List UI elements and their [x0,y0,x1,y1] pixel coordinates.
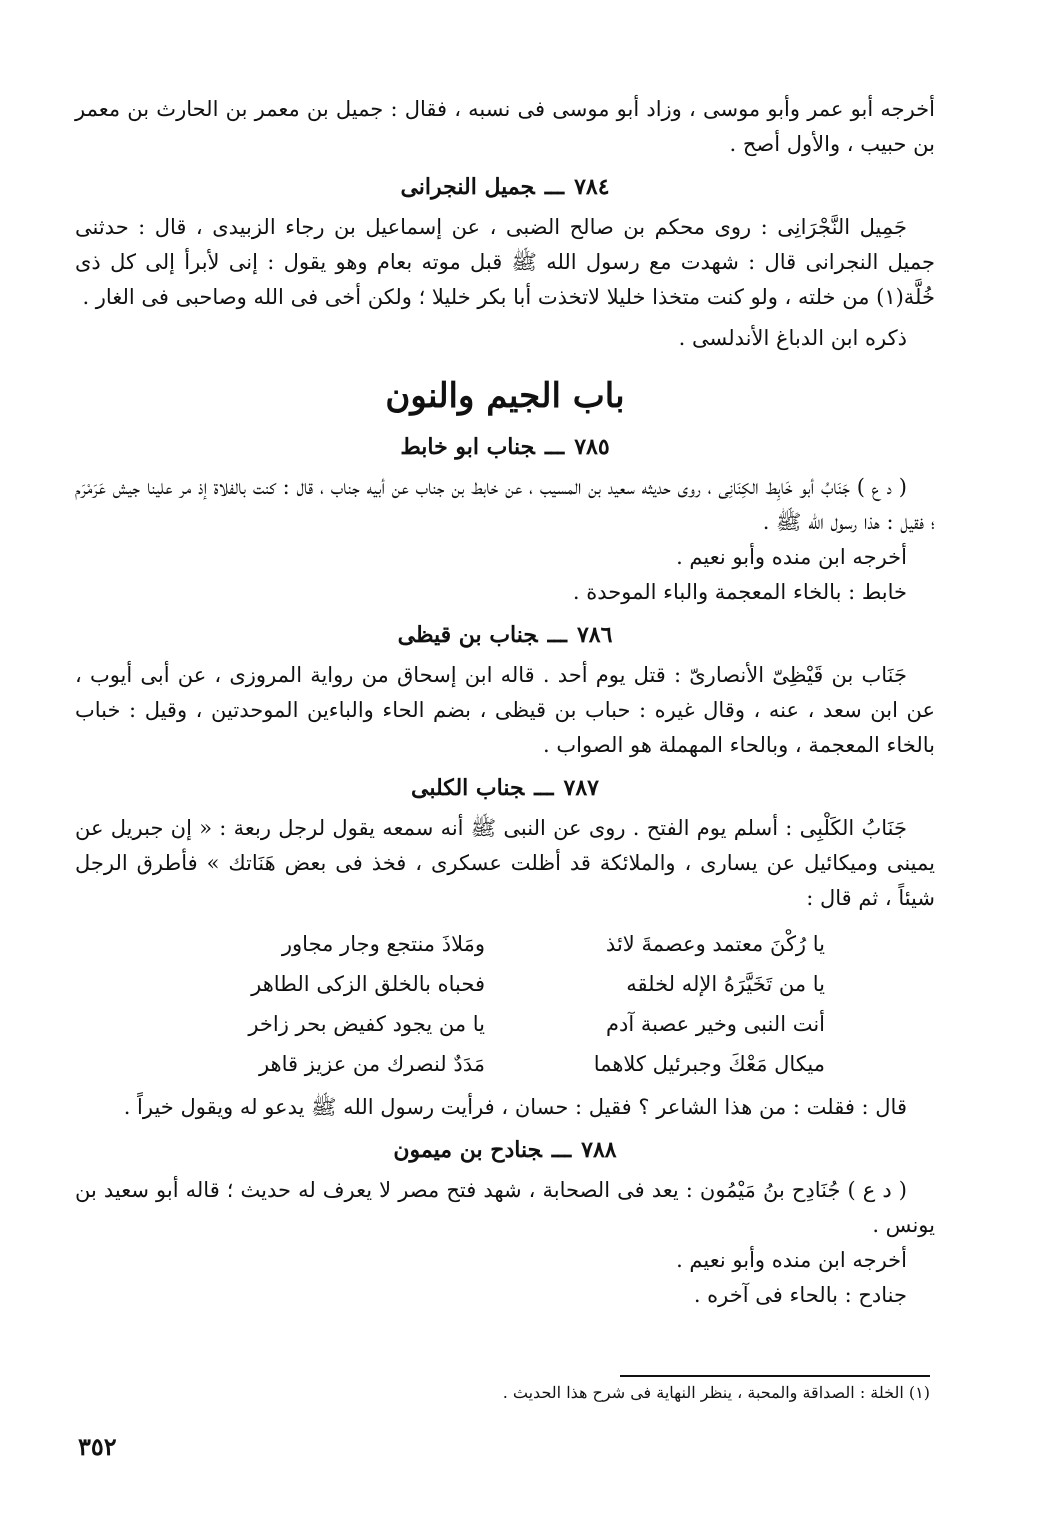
entry-number: ٧٨٥ [574,434,610,460]
verse-first-hemistich: أنت النبى وخير عصبة آدم [606,1012,825,1036]
entry-title: جناب الكلبى [411,775,525,801]
entry-785-heading [75,430,935,464]
verse-second-hemistich: يا من يجود كفيض بحر زاخر [248,1012,485,1036]
entry-784-body: جَمِيل النَّجْرَانِى : روى محكم بن صالح الضبى ، عن إسماعيل بن رجاء الزبيدى ، قال : حدثنى جميل النجرانى قال : شهدت مع رسول الله ﷺ قبل موته بعام وهو يقول : إنى لأبرأ إلى كل ذى خُلَّة(١) من خلته ، ولو كنت متخذا خليلا لاتخذت أبا بكر خليلا ؛ ولكن أخى فى الله وصاحبى فى الغار . [75,215,935,309]
entry-787-heading [75,771,935,805]
dash: ـــ [547,622,567,648]
verse-line [185,924,825,964]
verse-second-hemistich: مَدَدٌ لنصرك من عزيز قاهر [258,1052,485,1076]
verse-second-hemistich: ومَلاذَ منتجع وجار مجاور [281,932,485,956]
footnote-divider [620,1375,930,1377]
entry-787-after: قال : فقلت : من هذا الشاعر ؟ فقيل : حسان ، فرأيت رسول الله ﷺ يدعو له ويقول خيراً . [123,1095,907,1119]
entry-785-note-2: خابط : بالخاء المعجمة والباء الموحدة . [572,580,907,604]
entry-title: جميل النجرانى [400,174,535,200]
verse-first-hemistich: ميكال مَعْكَ وجبرئيل كلاهما [593,1052,825,1076]
verse-second-hemistich: فحباه بالخلق الزكى الطاهر [251,972,485,996]
page-number: ٣٥٢ [78,1432,117,1461]
entry-title: جناب ابو خابط [400,434,535,460]
poem [185,924,825,1084]
entry-title: جناب بن قيظى [397,622,538,648]
page-body [75,92,935,1313]
dash: ـــ [544,174,565,200]
verse-first-hemistich: يا رُكْنَ معتمد وعصمةَ لائذ [605,932,825,956]
entry-number: ٧٨٤ [574,174,610,200]
footnote: (١) الخلة : الصداقة والمحبة ، ينظر النهاية فى شرح هذا الحديث . [502,1383,930,1402]
entry-788-body: ( د ع ) جُنَادِح بنُ مَيْمُون : يعد فى الصحابة ، شهد فتح مصر لا يعرف له حديث ؛ قاله أبو سعيد بن يونس . [75,1178,935,1237]
dash: ـــ [544,434,565,460]
dash: ـــ [534,775,554,801]
verse-first-hemistich: يا من تَخَيَّرَهُ الإله لخلقه [626,972,825,996]
chapter-heading: باب الجيم والنون [385,376,625,416]
entry-788-note-1: أخرجه ابن منده وأبو نعيم . [676,1248,907,1272]
entry-785-body: ( د ع ) جَنَابُ أبو خَابِط الكِنَانِى ، روى حديثه سعيد بن المسيب ، عن خابط بن جناب عن أبيه جناب ، قال : كنت بالفلاة إذ مر علينا جيش عَرَمْرَم ؛ فقيل : هذا رسول الله ﷺ . [75,475,935,534]
entry-787-body: جَنَابُ الكَلْبِى : أسلم يوم الفتح . روى عن النبى ﷺ أنه سمعه يقول لرجل ربعة : « إن جبريل عن يمينى وميكائيل عن يسارى ، والملائكة قد أظلت عسكرى ، فخذ فى بعض هَنَاتك » فأطرق الرجل شيئاً ، ثم قال : [75,816,935,910]
entry-786-heading [75,618,935,652]
entry-788-note-2: جنادح : بالحاء فى آخره . [693,1283,907,1307]
entry-title: جنادح بن ميمون [393,1137,542,1163]
verse-line [185,1004,825,1044]
entry-785-note-1: أخرجه ابن منده وأبو نعيم . [676,545,907,569]
entry-number: ٧٨٦ [576,622,613,648]
entry-788-heading [75,1133,935,1167]
intro-paragraph: أخرجه أبو عمر وأبو موسى ، وزاد أبو موسى فى نسبه ، فقال : جميل بن معمر بن الحارث بن معمر بن حبيب ، والأول أصح . [75,97,935,156]
entry-786-body: جَنَاب بن قَيْظِىّ الأنصارىّ : قتل يوم أحد . قاله ابن إسحاق من رواية المروزى ، عن أبى أيوب ، عن ابن سعد ، عنه ، وقال غيره : حباب بن قيظى ، بضم الحاء والباءين الموحدتين ، وقيل : خباب بالخاء المعجمة ، وبالحاء المهملة هو الصواب . [75,663,935,757]
dash: ـــ [551,1137,572,1163]
verse-line [185,964,825,1004]
entry-784-heading [75,170,935,204]
entry-784-note: ذكره ابن الدباغ الأندلسى . [678,326,907,350]
verse-line [185,1044,825,1084]
entry-number: ٧٨٨ [581,1137,617,1163]
entry-number: ٧٨٧ [563,775,599,801]
